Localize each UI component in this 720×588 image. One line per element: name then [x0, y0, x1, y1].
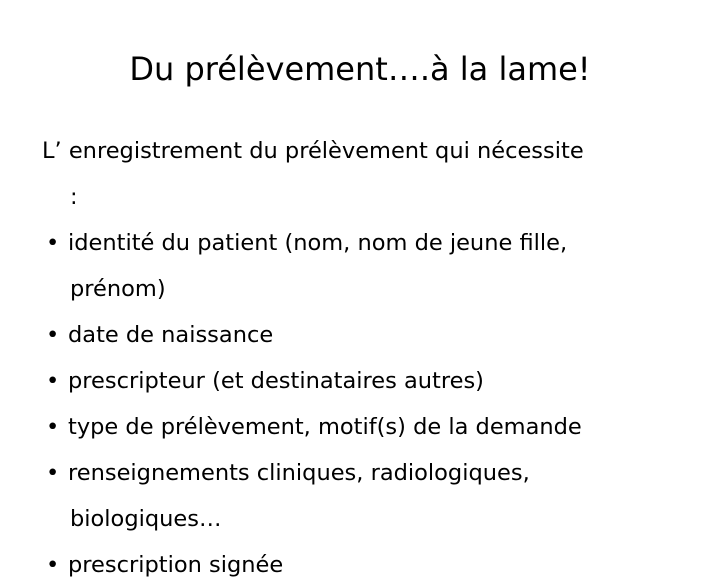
list-item-continuation: biologiques… — [70, 506, 222, 532]
bullet-icon: • — [46, 230, 60, 256]
bullet-icon: • — [46, 460, 60, 486]
list-item — [42, 220, 692, 266]
list-item-text: renseignements cliniques, radiologiques, — [68, 460, 530, 486]
bullet-icon: • — [46, 414, 60, 440]
intro-text: L’ enregistrement du prélèvement qui nécessite — [42, 138, 584, 164]
list-item-text: identité du patient (nom, nom de jeune fille, — [68, 230, 568, 256]
list-item — [42, 404, 692, 450]
list-item — [42, 358, 692, 404]
list-item-text: type de prélèvement, motif(s) de la demande — [68, 414, 582, 440]
intro-text-continuation: : — [70, 184, 78, 210]
list-item-text: prescription signée — [68, 552, 284, 578]
list-item-text: date de naissance — [68, 322, 274, 348]
list-item-text: prescripteur (et destinataires autres) — [68, 368, 484, 394]
bullet-icon: • — [46, 368, 60, 394]
list-item-continuation: prénom) — [70, 276, 166, 302]
slide-body — [42, 128, 692, 588]
slide-title: Du prélèvement….à la lame! — [129, 50, 591, 88]
list-item — [42, 312, 692, 358]
list-item — [42, 450, 692, 496]
bullet-icon: • — [46, 322, 60, 348]
bullet-icon: • — [46, 552, 60, 578]
list-item — [42, 542, 692, 588]
